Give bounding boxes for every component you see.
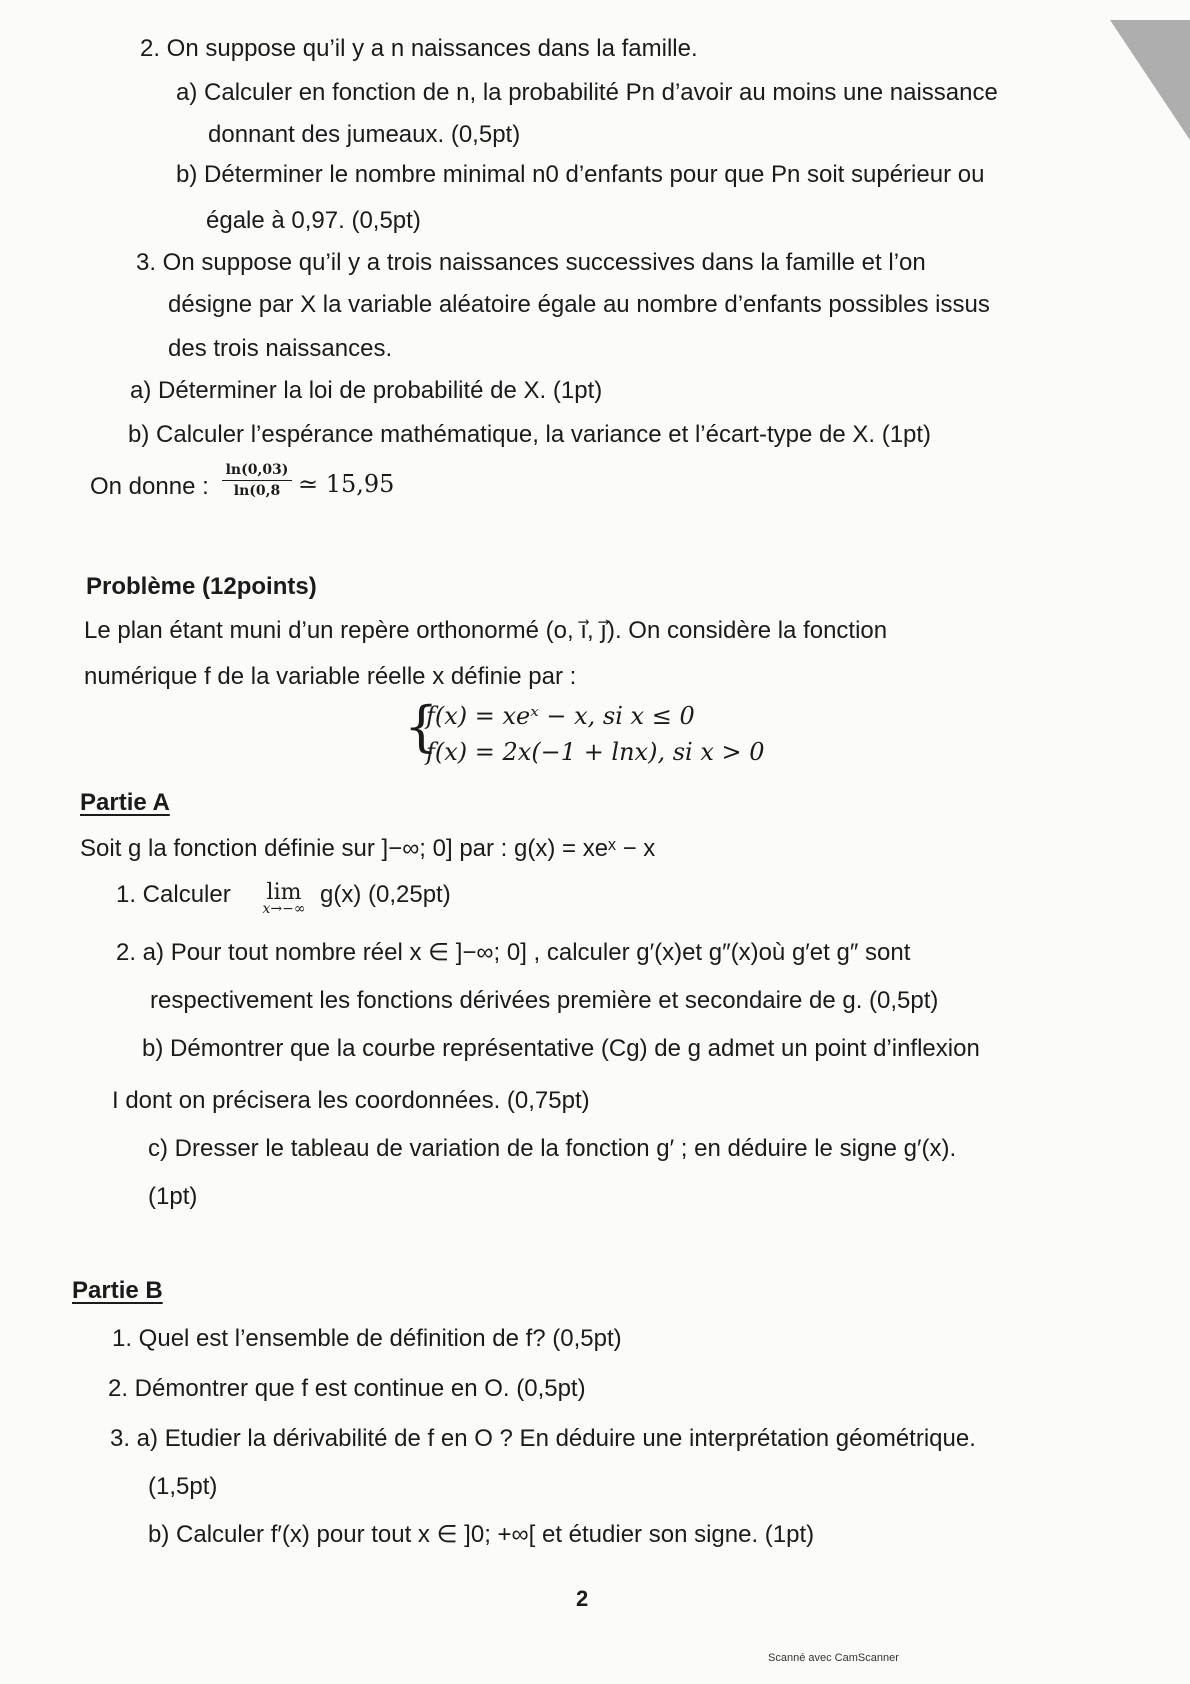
partie-a-q2c-continued: (1pt) bbox=[148, 1183, 198, 1210]
scanner-footer: Scanné avec CamScanner bbox=[768, 1652, 899, 1664]
given-label: On donne : bbox=[90, 473, 209, 500]
partie-a-intro: Soit g la fonction définie sur ]−∞; 0] par : g(x) = xeˣ − x bbox=[80, 835, 656, 862]
limit-operator: lim bbox=[266, 880, 302, 905]
partie-a-q2c: c) Dresser le tableau de variation de la fonction g′ ; en déduire le signe g′(x). bbox=[148, 1135, 957, 1162]
given-value: ≃ 15,95 bbox=[298, 470, 395, 498]
partie-a-q1-prefix: 1. Calculer bbox=[116, 881, 231, 908]
probleme-title: Problème (12points) bbox=[86, 573, 317, 600]
question-2a-continued: donnant des jumeaux. (0,5pt) bbox=[208, 121, 521, 148]
partie-a-q2a-continued: respectivement les fonctions dérivées première et secondaire de g. (0,5pt) bbox=[150, 987, 939, 1014]
system-line-2: f(x) = 2x(−1 + lnx), si x > 0 bbox=[426, 738, 765, 766]
question-2: 2. On suppose qu’il y a n naissances dans la famille. bbox=[140, 35, 698, 62]
question-2b-continued: égale à 0,97. (0,5pt) bbox=[206, 207, 421, 234]
question-3a: a) Déterminer la loi de probabilité de X. (1pt) bbox=[130, 377, 603, 404]
fraction-numerator: ln(0,03) bbox=[222, 462, 292, 481]
question-3-continued-1: désigne par X la variable aléatoire égale au nombre d’enfants possibles issus bbox=[168, 291, 990, 318]
system-line-1: f(x) = xeˣ − x, si x ≤ 0 bbox=[426, 702, 695, 730]
question-2a: a) Calculer en fonction de n, la probabilité Pn d’avoir au moins une naissance bbox=[176, 79, 998, 106]
limit-expression bbox=[252, 880, 316, 917]
partie-b-title: Partie B bbox=[72, 1277, 163, 1304]
probleme-intro-1: Le plan étant muni d’un repère orthonormé (o, i⃗, j⃗). On considère la fonction bbox=[84, 617, 888, 644]
partie-b-q1: 1. Quel est l’ensemble de définition de f? (0,5pt) bbox=[112, 1325, 622, 1352]
page-number: 2 bbox=[576, 1586, 589, 1611]
page-corner-shadow bbox=[1100, 20, 1190, 140]
partie-b-q2: 2. Démontrer que f est continue en O. (0,5pt) bbox=[108, 1375, 586, 1402]
question-2b: b) Déterminer le nombre minimal n0 d’enfants pour que Pn soit supérieur ou bbox=[176, 161, 985, 188]
fraction-denominator: ln(0,8 bbox=[233, 483, 281, 499]
probleme-intro-2: numérique f de la variable réelle x définie par : bbox=[84, 663, 577, 690]
partie-a-q2a: 2. a) Pour tout nombre réel x ∈ ]−∞; 0] , calculer g′(x)et g″(x)où g′et g″ sont bbox=[116, 939, 911, 966]
partie-b-q3b: b) Calculer f′(x) pour tout x ∈ ]0; +∞[ et étudier son signe. (1pt) bbox=[148, 1521, 815, 1548]
question-3: 3. On suppose qu’il y a trois naissances successives dans la famille et l’on bbox=[136, 249, 926, 276]
limit-subscript: x→−∞ bbox=[262, 901, 306, 917]
partie-b-q3a-continued: (1,5pt) bbox=[148, 1473, 218, 1500]
partie-a-title: Partie A bbox=[80, 789, 170, 816]
system-brace: { bbox=[404, 695, 439, 758]
given-fraction bbox=[222, 462, 292, 499]
question-3b: b) Calculer l’espérance mathématique, la variance et l’écart-type de X. (1pt) bbox=[128, 421, 932, 448]
question-3-continued-2: des trois naissances. bbox=[168, 335, 393, 362]
partie-a-q2b-continued: I dont on précisera les coordonnées. (0,75pt) bbox=[112, 1087, 590, 1114]
partie-b-q3a: 3. a) Etudier la dérivabilité de f en O ? En déduire une interprétation géométrique. bbox=[110, 1425, 976, 1452]
partie-a-q1-suffix: g(x) (0,25pt) bbox=[320, 881, 451, 908]
partie-a-q2b: b) Démontrer que la courbe représentative (Cg) de g admet un point d’inflexion bbox=[142, 1035, 980, 1062]
